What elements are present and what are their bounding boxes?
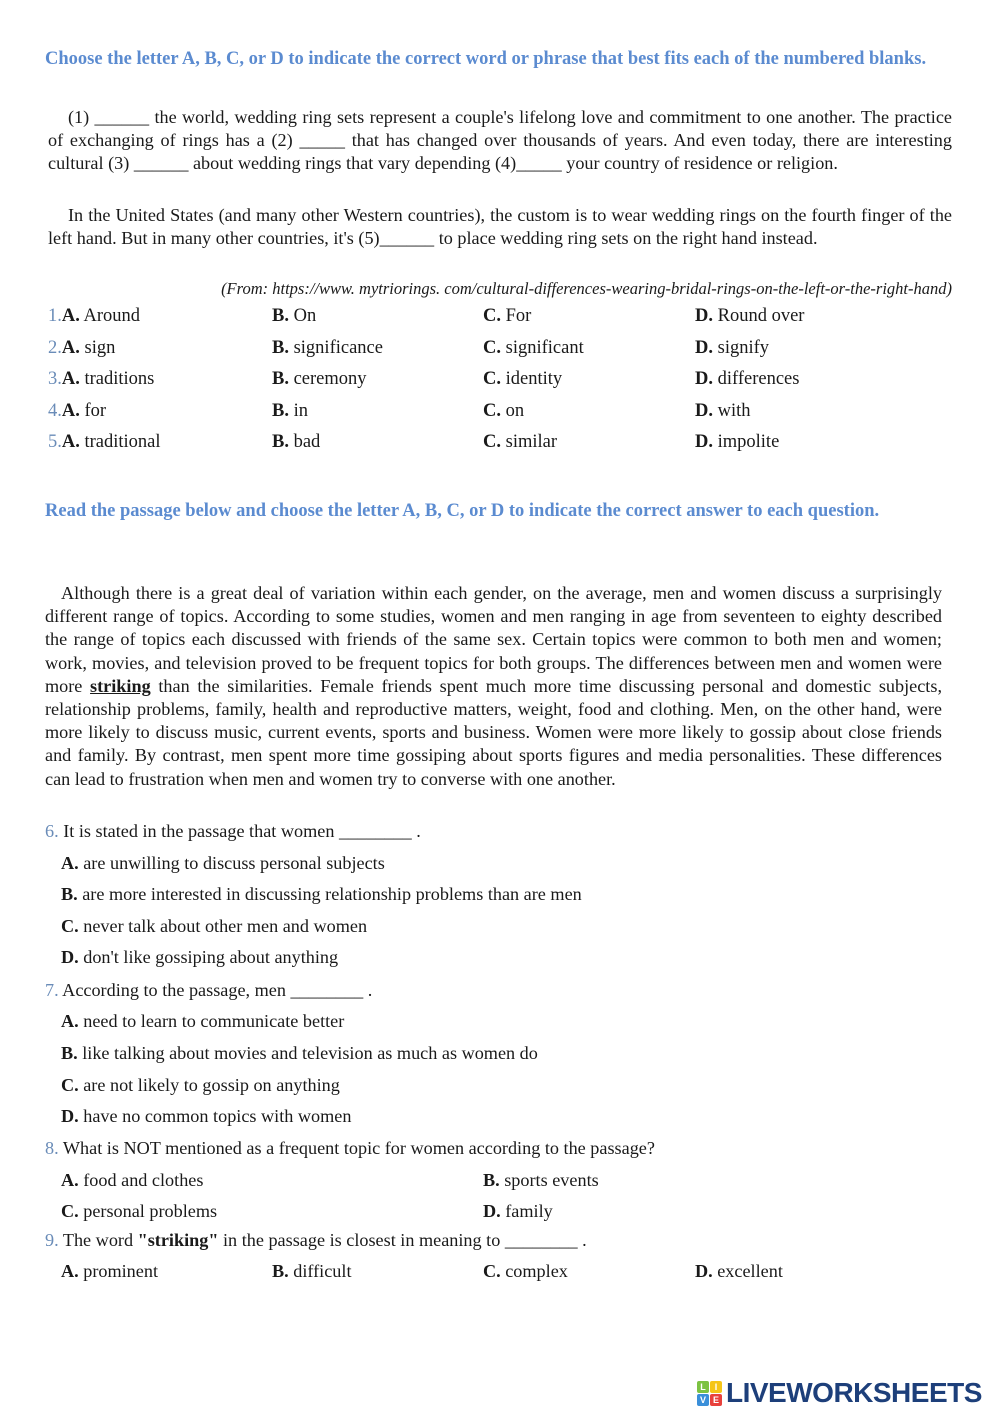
passage-source: (From: https://www. mytriorings. com/cultural-differences-wearing-bridal-rings-on-the-left-or-the-right-hand) xyxy=(221,279,952,298)
question-number: 8. xyxy=(45,1138,59,1158)
question-number: 9. xyxy=(45,1230,59,1250)
option-4d[interactable]: D. with xyxy=(695,401,751,421)
option-6a[interactable]: A. are unwilling to discuss personal subjects xyxy=(61,853,385,873)
option-4c[interactable]: C. on xyxy=(483,401,525,421)
option-8b[interactable]: B. sports events xyxy=(483,1170,599,1190)
option-3c[interactable]: C. identity xyxy=(483,369,563,389)
cloze-paragraph-1-text: (1) ______ the world, wedding ring sets represent a couple's lifelong love and commitment to one another. The practice of exchanging of rings has a (2) _____ that has changed over thousands of years. And even today, there are interesting cultural (3) ______ about wedding rings that vary depending (4)_____ your country of residence or religion. xyxy=(48,107,952,174)
question-5-options xyxy=(48,430,948,454)
option-2a[interactable]: 2.A. sign xyxy=(48,338,116,358)
question-8-options-row-1 xyxy=(61,1168,961,1192)
option-5a[interactable]: 5.A. traditional xyxy=(48,432,161,452)
question-number: 3. xyxy=(48,369,62,389)
option-3a[interactable]: 3.A. traditions xyxy=(48,369,155,389)
reading-passage: Although there is a great deal of variation within each gender, on the average, men and women discuss a surprisingly different range of topics. According to some studies, women and men ranging in age from seventeen to eighty described the range of topics each discussed with friends of the same sex. Certain topics were common to both men and women; work, movies, and television proved to be frequent topics for both groups. The differences between men and women were more striking than the similarities. Female friends spent much more time discussing personal and domestic subjects, relationship problems, family, health and reproductive matters, weight, food and clothing. Men, on the other hand, were more likely to discuss music, current events, sports and business. Women were more likely to gossip about close friends and family. By contrast, men spent more time gossiping about sports figures and media personalities. These differences can lead to frustration when men and women try to converse with one another. xyxy=(45,583,942,789)
question-number: 2. xyxy=(48,338,62,358)
section2-instructions: Read the passage below and choose the letter A, B, C, or D to indicate the correct answer to each question. xyxy=(45,501,880,521)
option-2d[interactable]: D. signify xyxy=(695,338,770,358)
question-number: 4. xyxy=(48,401,62,421)
option-2c[interactable]: C. significant xyxy=(483,338,584,358)
question-8-stem: 8. What is NOT mentioned as a frequent topic for women according to the passage? xyxy=(45,1138,655,1158)
section1-instructions: Choose the letter A, B, C, or D to indicate the correct word or phrase that best fits each of the numbered blanks. xyxy=(45,49,927,69)
option-4b[interactable]: B. in xyxy=(272,401,308,421)
option-5b[interactable]: B. bad xyxy=(272,432,321,452)
question-number: 5. xyxy=(48,432,62,452)
question-7-stem: 7. According to the passage, men ________ . xyxy=(45,980,373,1000)
cloze-paragraph-2-text: In the United States (and many other Western countries), the custom is to wear wedding rings on the fourth finger of the left hand. But in many other countries, it's (5)______ to place wedding ring sets on the right hand instead. xyxy=(48,205,952,249)
question-4-options xyxy=(48,399,948,423)
option-3b[interactable]: B. ceremony xyxy=(272,369,367,389)
question-number: 1. xyxy=(48,306,62,326)
question-number: 7. xyxy=(45,980,59,1000)
option-7b[interactable]: B. like talking about movies and television as much as women do xyxy=(61,1043,538,1063)
option-7c[interactable]: C. are not likely to gossip on anything xyxy=(61,1075,340,1095)
option-5c[interactable]: C. similar xyxy=(483,432,558,452)
question-9-stem: 9. The word "striking" in the passage is closest in meaning to ________ . xyxy=(45,1230,587,1250)
option-8a[interactable]: A. food and clothes xyxy=(61,1170,204,1190)
question-1-options xyxy=(48,304,948,328)
option-1a[interactable]: 1.A. Around xyxy=(48,306,140,326)
option-9d[interactable]: D. excellent xyxy=(695,1261,783,1281)
option-5d[interactable]: D. impolite xyxy=(695,432,780,452)
option-9b[interactable]: B. difficult xyxy=(272,1261,352,1281)
option-9a[interactable]: A. prominent xyxy=(61,1261,158,1281)
question-number: 6. xyxy=(45,821,59,841)
option-9c[interactable]: C. complex xyxy=(483,1261,568,1281)
live-blocks-icon: L I V E xyxy=(697,1381,722,1406)
option-8c[interactable]: C. personal problems xyxy=(61,1201,218,1221)
question-3-options xyxy=(48,367,948,391)
cloze-paragraph-1 xyxy=(48,106,952,176)
option-6b[interactable]: B. are more interested in discussing relationship problems than are men xyxy=(61,884,582,904)
option-6c[interactable]: C. never talk about other men and women xyxy=(61,916,368,936)
highlighted-word: striking xyxy=(90,675,151,696)
liveworksheets-logo[interactable] xyxy=(697,1378,982,1408)
question-9-options xyxy=(61,1259,961,1283)
option-1d[interactable]: D. Round over xyxy=(695,306,805,326)
option-7a[interactable]: A. need to learn to communicate better xyxy=(61,1011,345,1031)
question-8-options-row-2 xyxy=(61,1199,961,1223)
option-8d[interactable]: D. family xyxy=(483,1201,553,1221)
question-6-stem: 6. It is stated in the passage that women ________ . xyxy=(45,821,421,841)
option-1c[interactable]: C. For xyxy=(483,306,532,326)
option-4a[interactable]: 4.A. for xyxy=(48,401,107,421)
option-1b[interactable]: B. On xyxy=(272,306,317,326)
option-7d[interactable]: D. have no common topics with women xyxy=(61,1106,352,1126)
question-2-options xyxy=(48,336,948,360)
option-6d[interactable]: D. don't like gossiping about anything xyxy=(61,947,339,967)
logo-text: LIVEWORKSHEETS xyxy=(726,1377,982,1408)
option-3d[interactable]: D. differences xyxy=(695,369,800,389)
cloze-paragraph-2 xyxy=(48,204,952,250)
option-2b[interactable]: B. significance xyxy=(272,338,383,358)
